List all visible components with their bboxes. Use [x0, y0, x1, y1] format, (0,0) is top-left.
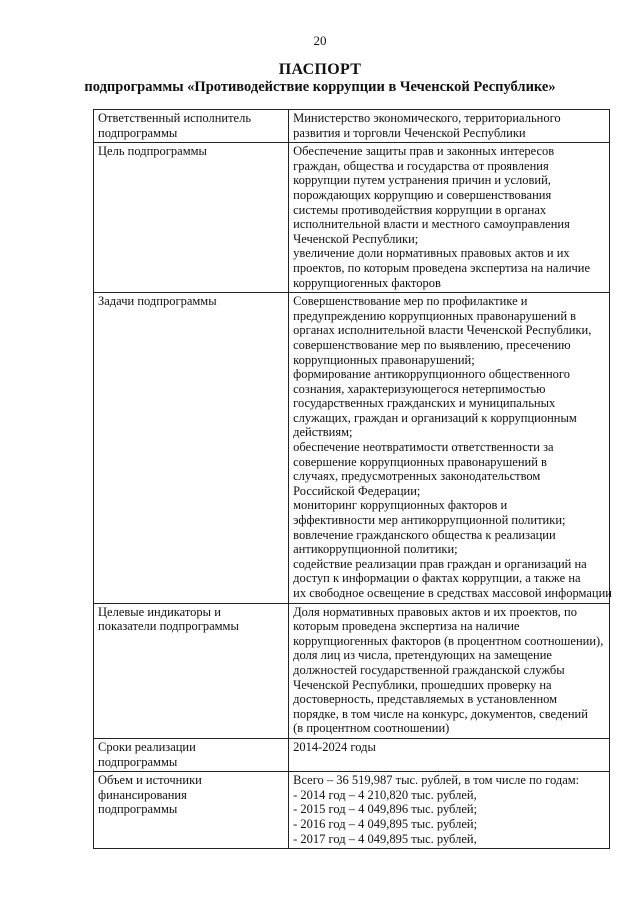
- value-line: Чеченской Республики, прошедших проверку на: [293, 677, 552, 692]
- row-value-cell: [289, 293, 610, 603]
- label-line: Целевые индикаторы и: [98, 604, 221, 619]
- value-line: органах исполнительной власти Чеченской Республики,: [293, 323, 592, 338]
- value-line: достоверность, представляемых в установленном: [293, 692, 558, 707]
- row-label-cell: [94, 772, 289, 849]
- row-label-cell: [94, 110, 289, 143]
- value-line: совершенствование мер по выявлению, пресечению: [293, 337, 571, 352]
- value-line: системы противодействия коррупции в органах: [293, 202, 547, 217]
- value-line: коррупциогенных факторов: [293, 275, 441, 290]
- value-line: содействие реализации прав граждан и организаций на: [293, 556, 587, 571]
- row-value-cell: [289, 110, 610, 143]
- value-line: эффективности мер антикоррупционной политики;: [293, 513, 566, 528]
- passport-table: [93, 109, 610, 849]
- label-line: Объем и источники: [98, 773, 202, 788]
- label-line: финансирования: [98, 787, 187, 802]
- tasks-row: [94, 293, 610, 603]
- label-line: Цель подпрограммы: [98, 144, 207, 159]
- value-line: формирование антикоррупционного общественного: [293, 367, 570, 382]
- row-value-cell: [289, 143, 610, 293]
- value-line: которым проведена экспертиза на наличие: [293, 619, 520, 634]
- value-line: должностей государственной гражданской службы: [293, 662, 565, 677]
- value-line: проектов, по которым проведена экспертиза на наличие: [293, 260, 591, 275]
- value-line: коррупциогенных факторов (в процентном соотношении),: [293, 633, 604, 648]
- value-line: Российской Федерации;: [293, 483, 421, 498]
- row-value-cell: [289, 772, 610, 849]
- value-line: антикоррупционной политики;: [293, 542, 458, 557]
- responsible-executor-row: [94, 110, 610, 143]
- row-value-cell: [289, 738, 610, 771]
- value-line: случаях, предусмотренных законодательством: [293, 469, 541, 484]
- label-line: подпрограммы: [98, 802, 178, 817]
- value-line: порядке, в том числе на конкурс, документов, сведений: [293, 706, 588, 721]
- row-label-cell: [94, 738, 289, 771]
- row-label-cell: [94, 293, 289, 603]
- value-line: коррупционных правонарушений;: [293, 352, 475, 367]
- row-label-cell: [94, 603, 289, 738]
- label-line: подпрограммы: [98, 125, 178, 140]
- value-line: - 2015 год – 4 049,896 тыс. рублей;: [293, 802, 478, 817]
- value-line: - 2016 год – 4 049,895 тыс. рублей;: [293, 816, 478, 831]
- label-line: Ответственный исполнитель: [98, 111, 252, 125]
- value-line: - 2017 год – 4 049,895 тыс. рублей,: [293, 831, 477, 846]
- row-value-cell: [289, 603, 610, 738]
- value-line: Министерство экономического, территориального: [293, 111, 561, 125]
- label-line: Задачи подпрограммы: [98, 294, 217, 309]
- value-line: Обеспечение защиты прав и законных интересов: [293, 144, 555, 159]
- timeline-row: [94, 738, 610, 771]
- label-line: показатели подпрограммы: [98, 619, 239, 634]
- value-line: служащих, граждан и организаций к коррупционным: [293, 410, 577, 425]
- row-label-cell: [94, 143, 289, 293]
- document-title: ПАСПОРТ: [278, 61, 362, 78]
- value-line: вовлечение гражданского общества к реализации: [293, 527, 556, 542]
- goal-row: [94, 143, 610, 293]
- value-line: граждан, общества и государства от проявления: [293, 158, 549, 173]
- label-line: Сроки реализации: [98, 739, 196, 754]
- value-line: мониторинг коррупционных факторов и: [293, 498, 508, 513]
- page-number: 20: [313, 33, 327, 48]
- value-line: Всего – 36 519,987 тыс. рублей, в том числе по годам:: [293, 773, 580, 788]
- funding-row: [94, 772, 610, 849]
- value-line: коррупции путем устранения причин и условий,: [293, 173, 551, 188]
- value-line: - 2014 год – 4 210,820 тыс. рублей,: [293, 787, 477, 802]
- value-line: порождающих коррупцию и совершенствования: [293, 187, 552, 202]
- document-subtitle: подпрограммы «Противодействие коррупции в Чеченской Республике»: [84, 79, 556, 95]
- value-line: их свободное освещение в средствах массовой информации: [293, 586, 612, 600]
- value-line: Доля нормативных правовых актов и их проектов, по: [293, 604, 577, 619]
- value-line: развития и торговли Чеченской Республики: [293, 125, 526, 140]
- label-line: подпрограммы: [98, 754, 178, 769]
- value-line: исполнительной власти и местного самоуправления: [293, 217, 570, 232]
- value-line: предупреждению коррупционных правонарушений в: [293, 308, 577, 323]
- value-line: Чеченской Республики;: [293, 231, 419, 246]
- value-line: сознания, характеризующегося нетерпимостью: [293, 381, 546, 396]
- value-line: увеличение доли нормативных правовых актов и их: [293, 246, 570, 261]
- value-line: обеспечение неотвратимости ответственности за: [293, 440, 554, 455]
- indicators-row: [94, 603, 610, 738]
- value-line: доступ к информации о фактах коррупции, а также на: [293, 571, 581, 586]
- value-line: государственных гражданских и муниципальных: [293, 396, 556, 411]
- value-line: 2014-2024 годы: [293, 739, 376, 754]
- value-line: доля лиц из числа, претендующих на замещение: [293, 648, 552, 663]
- value-line: действиям;: [293, 425, 353, 440]
- value-line: Совершенствование мер по профилактике и: [293, 294, 528, 309]
- value-line: совершение коррупционных правонарушений в: [293, 454, 547, 469]
- value-line: (в процентном соотношении): [293, 721, 450, 736]
